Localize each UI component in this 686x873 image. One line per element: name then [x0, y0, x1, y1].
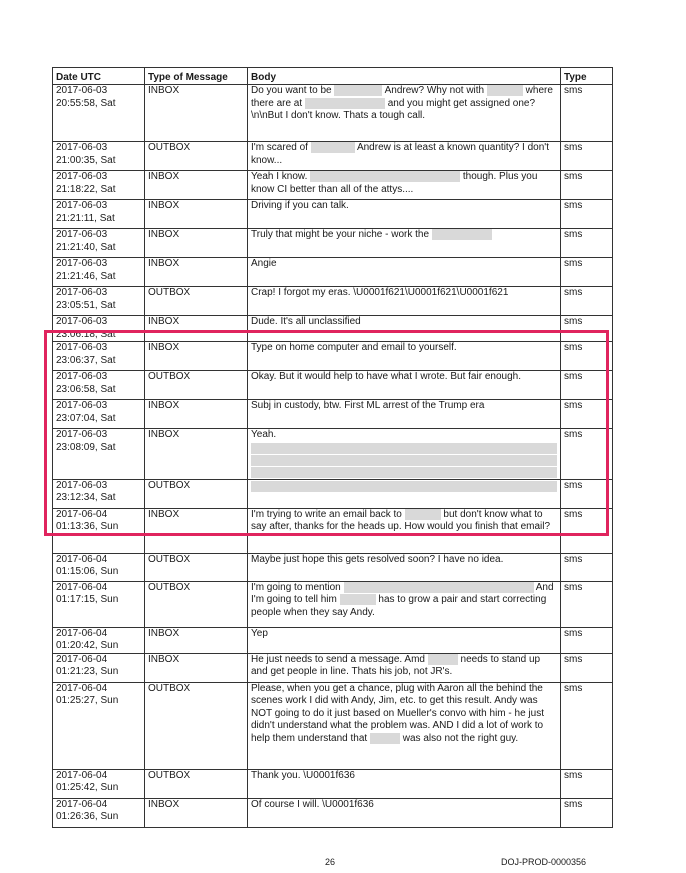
time-value: 01:21:23, Sun	[56, 666, 119, 677]
cell-message-type: INBOX	[145, 229, 248, 258]
time-value: 23:12:34, Sat	[56, 492, 116, 503]
table-row	[53, 553, 613, 581]
body-text: and you might get assigned one?\n\nBut I don't know. Thats a tough call.	[251, 97, 536, 122]
table-row	[53, 653, 613, 682]
date-value: 2017-06-04	[56, 553, 108, 565]
redaction-block	[251, 467, 557, 478]
body-text: Subj in custody, btw. First ML arrest of the Trump era	[251, 400, 485, 411]
message-log-table	[52, 67, 613, 828]
cell-message-type: OUTBOX	[145, 553, 248, 581]
table-row	[53, 316, 613, 342]
time-value: 23:06:18, Sat	[56, 328, 116, 340]
cell-type: sms	[561, 258, 613, 287]
cell-type: sms	[561, 682, 613, 769]
cell-date	[53, 258, 145, 287]
page-number: 26	[325, 857, 336, 867]
time-value: 20:55:58, Sat	[56, 97, 116, 109]
body-text: He just needs to send a message. Amd	[251, 653, 428, 665]
time-value: 01:13:36, Sun	[56, 521, 119, 532]
cell-date	[53, 508, 145, 553]
table-row	[53, 682, 613, 769]
time-value: 01:17:15, Sun	[56, 594, 119, 605]
date-value: 2017-06-03	[56, 85, 108, 96]
redaction	[405, 509, 441, 520]
redaction	[432, 229, 492, 240]
cell-type: sms	[561, 581, 613, 627]
cell-message-type: INBOX	[145, 653, 248, 682]
body-text: Andrew? Why not with	[382, 85, 487, 97]
cell-date	[53, 342, 145, 371]
cell-message-type: INBOX	[145, 429, 248, 480]
body-text: Do you want to be	[251, 85, 335, 97]
body-text: but don't know what to say after, thanks for the heads up. How would you finish that email?	[251, 508, 551, 533]
date-value: 2017-06-03	[56, 342, 108, 353]
date-value: 2017-06-04	[56, 769, 108, 781]
body-text: Crap! I forgot my eras. \U0001f621\U0001f621\U0001f621	[251, 287, 509, 298]
table-row	[53, 400, 613, 429]
cell-body	[248, 553, 561, 581]
header-body: Body	[248, 68, 561, 85]
body-text: I'm trying to write an email back to	[251, 508, 405, 520]
cell-body	[248, 342, 561, 371]
cell-type: sms	[561, 553, 613, 581]
cell-date	[53, 400, 145, 429]
table-row	[53, 342, 613, 371]
cell-date	[53, 200, 145, 229]
cell-body	[248, 200, 561, 229]
redaction	[340, 594, 376, 605]
date-value: 2017-06-04	[56, 581, 108, 593]
table-row	[53, 429, 613, 480]
table-header-row	[53, 68, 613, 85]
time-value: 23:06:37, Sat	[56, 354, 116, 366]
cell-body	[248, 316, 561, 342]
table-row	[53, 229, 613, 258]
cell-body	[248, 400, 561, 429]
time-value: 21:21:46, Sat	[56, 270, 116, 282]
cell-type: sms	[561, 342, 613, 371]
redaction-block	[251, 455, 557, 466]
cell-message-type: OUTBOX	[145, 479, 248, 508]
table-row	[53, 371, 613, 400]
date-value: 2017-06-03	[56, 400, 108, 411]
time-value: 23:05:51, Sat	[56, 299, 116, 311]
table-row	[53, 85, 613, 142]
table-row	[53, 287, 613, 316]
cell-message-type: OUTBOX	[145, 581, 248, 627]
body-text: Yep	[251, 627, 268, 639]
cell-message-type: OUTBOX	[145, 142, 248, 171]
time-value: 21:21:40, Sat	[56, 241, 116, 253]
redaction-block	[251, 481, 557, 492]
cell-body	[248, 627, 561, 653]
date-value: 2017-06-04	[56, 653, 108, 665]
body-text: Please, when you get a chance, plug with Aaron all the behind the scenes work I did with Andy, Jim, etc. to get this result. Andy was NOT going to do it just based on Mueller's convo with him - he just didn't understand what the problem was. AND I did a lot of work to help them understand that	[251, 682, 544, 744]
time-value: 21:21:11, Sat	[56, 212, 115, 224]
cell-message-type: INBOX	[145, 258, 248, 287]
cell-type: sms	[561, 400, 613, 429]
cell-type: sms	[561, 229, 613, 258]
date-value: 2017-06-03	[56, 429, 108, 440]
body-text: Dude. It's all unclassified	[251, 316, 361, 327]
table-body	[53, 85, 613, 828]
redaction	[334, 85, 382, 96]
date-value: 2017-06-03	[56, 316, 108, 327]
time-value: 21:18:22, Sat	[56, 183, 116, 195]
cell-type: sms	[561, 429, 613, 480]
body-text: And I'm going to tell him	[251, 581, 554, 606]
table-row	[53, 142, 613, 171]
cell-date	[53, 371, 145, 400]
date-value: 2017-06-04	[56, 798, 108, 810]
cell-date	[53, 627, 145, 653]
cell-type: sms	[561, 371, 613, 400]
cell-date	[53, 479, 145, 508]
date-value: 2017-06-04	[56, 627, 108, 639]
cell-type: sms	[561, 142, 613, 171]
body-text: Yeah.	[251, 429, 277, 440]
time-value: 21:00:35, Sat	[56, 154, 116, 166]
cell-message-type: OUTBOX	[145, 682, 248, 769]
body-text: Thank you. \U0001f636	[251, 769, 355, 781]
cell-body	[248, 798, 561, 827]
body-text: was also not the right guy.	[399, 732, 519, 744]
cell-body	[248, 142, 561, 171]
cell-type: sms	[561, 85, 613, 142]
body-text: Truly that might be your niche - work the	[251, 229, 432, 241]
date-value: 2017-06-04	[56, 682, 108, 694]
cell-message-type: OUTBOX	[145, 287, 248, 316]
cell-message-type: INBOX	[145, 400, 248, 429]
cell-message-type: INBOX	[145, 316, 248, 342]
redaction	[310, 171, 460, 182]
cell-body	[248, 171, 561, 200]
date-value: 2017-06-03	[56, 287, 108, 298]
cell-type: sms	[561, 627, 613, 653]
cell-type: sms	[561, 769, 613, 798]
redaction	[305, 98, 385, 109]
table-row	[53, 200, 613, 229]
cell-body	[248, 258, 561, 287]
cell-body	[248, 479, 561, 508]
body-text: Okay. But it would help to have what I wrote. But fair enough.	[251, 371, 521, 382]
table-row	[53, 798, 613, 827]
cell-message-type: INBOX	[145, 85, 248, 142]
redaction	[428, 654, 458, 665]
cell-date	[53, 682, 145, 769]
body-text: Driving if you can talk.	[251, 200, 349, 211]
body-text: Yeah I know.	[251, 171, 311, 183]
date-value: 2017-06-03	[56, 479, 108, 491]
redaction	[311, 142, 355, 153]
header-message-type: Type of Message	[145, 68, 248, 85]
cell-body	[248, 371, 561, 400]
table-row	[53, 258, 613, 287]
body-text: has to grow a pair and start correcting people when they say Andy.	[251, 594, 547, 618]
body-text: Andrew is at least a known quantity? I don't know...	[251, 142, 549, 166]
table-row	[53, 627, 613, 653]
cell-body	[248, 429, 561, 480]
table-row	[53, 171, 613, 200]
cell-type: sms	[561, 653, 613, 682]
cell-date	[53, 769, 145, 798]
cell-date	[53, 171, 145, 200]
body-text: I'm going to mention	[251, 581, 344, 593]
cell-type: sms	[561, 200, 613, 229]
date-value: 2017-06-03	[56, 171, 108, 182]
cell-date	[53, 553, 145, 581]
cell-date	[53, 85, 145, 142]
redaction	[370, 733, 400, 744]
body-text: Angie	[251, 258, 277, 269]
table-row	[53, 581, 613, 627]
cell-body	[248, 85, 561, 142]
cell-date	[53, 287, 145, 316]
body-text: though. Plus you know CI better than all of the attys....	[251, 171, 538, 195]
cell-body	[248, 581, 561, 627]
time-value: 23:08:09, Sat	[56, 441, 116, 453]
table-row	[53, 769, 613, 798]
cell-body	[248, 769, 561, 798]
cell-type: sms	[561, 479, 613, 508]
cell-date	[53, 229, 145, 258]
cell-message-type: INBOX	[145, 627, 248, 653]
bates-number: DOJ-PROD-0000356	[501, 857, 587, 867]
table-row	[53, 479, 613, 508]
table-row	[53, 508, 613, 553]
time-value: 23:06:58, Sat	[56, 383, 116, 395]
cell-body	[248, 229, 561, 258]
date-value: 2017-06-04	[56, 508, 108, 520]
cell-type: sms	[561, 316, 613, 342]
cell-message-type: OUTBOX	[145, 371, 248, 400]
body-text: where there are at	[251, 85, 553, 109]
redaction-block	[251, 443, 557, 454]
cell-date	[53, 581, 145, 627]
time-value: 01:20:42, Sun	[56, 640, 119, 651]
body-text: I'm scared of	[251, 142, 311, 154]
cell-message-type: INBOX	[145, 200, 248, 229]
cell-date	[53, 798, 145, 827]
date-value: 2017-06-03	[56, 229, 108, 240]
cell-type: sms	[561, 287, 613, 316]
body-text: Of course I will. \U0001f636	[251, 798, 374, 810]
time-value: 01:26:36, Sun	[56, 811, 119, 822]
time-value: 01:15:06, Sun	[56, 566, 119, 577]
time-value: 01:25:42, Sun	[56, 782, 119, 793]
cell-type: sms	[561, 171, 613, 200]
cell-message-type: INBOX	[145, 171, 248, 200]
cell-date	[53, 316, 145, 342]
cell-type: sms	[561, 508, 613, 553]
time-value: 23:07:04, Sat	[56, 412, 116, 424]
cell-date	[53, 142, 145, 171]
cell-message-type: INBOX	[145, 342, 248, 371]
cell-body	[248, 653, 561, 682]
cell-body	[248, 508, 561, 553]
cell-date	[53, 429, 145, 480]
cell-body	[248, 287, 561, 316]
redaction	[487, 85, 523, 96]
cell-message-type: OUTBOX	[145, 769, 248, 798]
date-value: 2017-06-03	[56, 200, 108, 211]
header-date: Date UTC	[53, 68, 145, 85]
cell-message-type: INBOX	[145, 508, 248, 553]
body-text: Maybe just hope this gets resolved soon? I have no idea.	[251, 553, 504, 565]
date-value: 2017-06-03	[56, 142, 108, 153]
body-text: Type on home computer and email to yourself.	[251, 342, 457, 353]
cell-date	[53, 653, 145, 682]
date-value: 2017-06-03	[56, 258, 108, 269]
cell-type: sms	[561, 798, 613, 827]
header-type: Type	[561, 68, 613, 85]
cell-message-type: INBOX	[145, 798, 248, 827]
date-value: 2017-06-03	[56, 371, 108, 382]
redaction	[344, 582, 534, 593]
cell-body	[248, 682, 561, 769]
time-value: 01:25:27, Sun	[56, 695, 119, 706]
body-text: needs to stand up and get people in line. Thats his job, not JR's.	[251, 653, 541, 678]
